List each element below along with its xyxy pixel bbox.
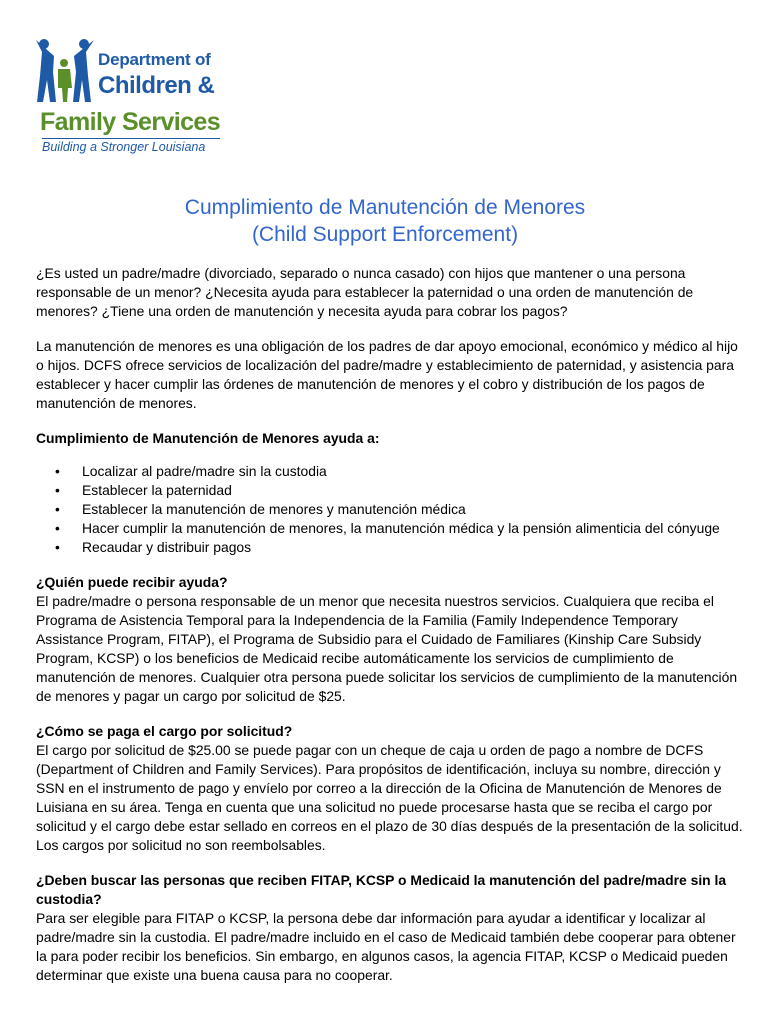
list-item: • Recaudar y distribuir pagos xyxy=(55,539,252,555)
who-heading: ¿Quién puede recibir ayuda? xyxy=(36,574,228,590)
list-item: • Establecer la paternidad xyxy=(55,482,232,498)
dcfs-logo xyxy=(34,34,234,158)
title-english: (Child Support Enforcement) xyxy=(251,223,519,246)
list-item: • Localizar al padre/madre sin la custodia xyxy=(55,463,327,479)
logo-family-services: Family Services xyxy=(40,108,221,136)
page-title xyxy=(0,194,770,248)
bullet-icon: • xyxy=(55,539,60,555)
intro-paragraph: ¿Es usted un padre/madre (divorciado, separado o nunca casado) con hijos que mantener o una persona responsable de un menor? ¿Necesita ayuda para establecer la paternidad o una orden de manutención de menores? ¿Tiene una orden de manutención y necesita ayuda para cobrar los pagos? xyxy=(36,265,694,319)
bullet-icon: • xyxy=(55,482,60,498)
bullet-icon: • xyxy=(55,520,60,536)
bullet-icon: • xyxy=(55,501,60,517)
must-paragraph: Para ser elegible para FITAP o KCSP, la persona debe dar información para ayudar a identificar y localizar al padre/madre sin la custodia. El padre/madre incluido en el caso de Medicaid también debe cooperar para obtener la para poder recibir los beneficios. Sin embargo, en algunos casos, la agencia FITAP, KCSP o Medicaid pueden determinar que existe una buena causa para no cooperar. xyxy=(36,910,736,983)
fee-heading: ¿Cómo se paga el cargo por solicitud? xyxy=(36,723,293,739)
description-paragraph: La manutención de menores es una obligación de los padres de dar apoyo emocional, económico y médico al hijo o hijos. DCFS ofrece servicios de localización del padre/madre y establecimiento de paternidad, y asistencia para establecer y hacer cumplir las órdenes de manutención de menores y el cobro y distribución de los pagos de manutención de menores. xyxy=(36,338,738,411)
must-heading: ¿Deben buscar las personas que reciben FITAP, KCSP o Medicaid la manutención del padre/madre sin la custodia? xyxy=(36,872,727,907)
list-item: • Hacer cumplir la manutención de menores, la manutención médica y la pensión alimenticia del cónyuge xyxy=(55,520,720,536)
list-item: • Establecer la manutención de menores y manutención médica xyxy=(55,501,466,517)
who-paragraph: El padre/madre o persona responsable de un menor que necesita nuestros servicios. Cualquiera que reciba el Programa de Asistencia Temporal para la Independencia de la Familia (Family Independence Temporary Assistance Program, FITAP), el Programa de Subsidio para el Cuidado de Familiares (Kinship Care Subsidy Program, KCSP) o los beneficios de Medicaid recibe automáticamente los servicios de cumplimiento de manutención de menores. Cualquier otra persona puede solicitar los servicios de cumplimiento de la manutención de menores y pagar un cargo por solicitud de $25. xyxy=(36,593,738,704)
logo-children: Children & xyxy=(98,72,215,99)
bullet-icon: • xyxy=(55,463,60,479)
helps-list xyxy=(36,462,746,557)
logo-divider xyxy=(42,138,220,139)
family-figures-icon xyxy=(34,36,100,108)
logo-department: Department of xyxy=(98,50,211,69)
document-body xyxy=(36,264,746,985)
helps-heading: Cumplimiento de Manutención de Menores ayuda a: xyxy=(36,430,380,446)
fee-paragraph: El cargo por solicitud de $25.00 se puede pagar con un cheque de caja u orden de pago a nombre de DCFS (Department of Children and Family Services). Para propósitos de identificación, incluya su nombre, dirección y SSN en el instrumento de pago y envíelo por correo a la dirección de la Oficina de Manutención de Menores de Luisiana en su área. Tenga en cuenta que una solicitud no puede procesarse hasta que se reciba el cargo por solicitud y el cargo debe estar sellado en correos en el plazo de 30 días después de la presentación de la solicitud. Los cargos por solicitud no son reembolsables. xyxy=(36,742,743,853)
logo-tagline: Building a Stronger Louisiana xyxy=(42,140,206,154)
title-spanish: Cumplimiento de Manutención de Menores xyxy=(184,196,586,219)
